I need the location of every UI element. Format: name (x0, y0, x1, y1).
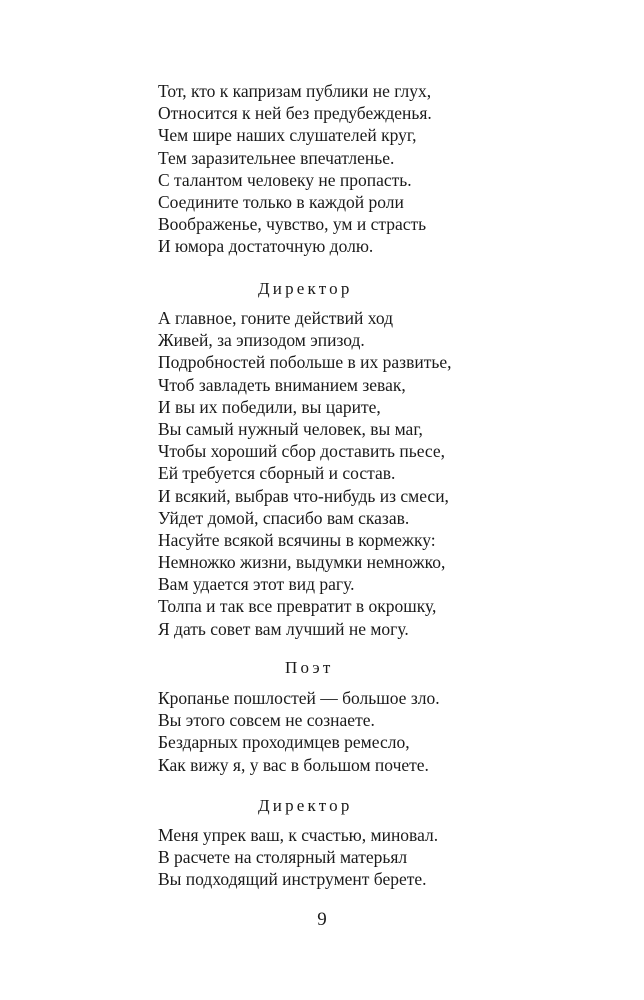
verse-line: А главное, гоните действий ход (158, 308, 393, 328)
verse-line: Ей требуется сборный и состав. (158, 463, 396, 484)
verse-line: Вы этого совсем не сознаете. (158, 710, 375, 731)
verse-line: Вы подходящий инструмент берете. (158, 869, 427, 890)
stanza (158, 80, 432, 258)
verse-line: И всякий, выбрав что-нибудь из смеси, (158, 485, 449, 506)
verse-line: Соедините только в каждой роли (158, 191, 404, 212)
verse-line: И юмора достаточную долю. (158, 236, 374, 257)
verse-line: Чтоб завладеть вниманием зевак, (158, 374, 406, 395)
verse-line: В расчете на столярный матерьял (158, 847, 408, 868)
verse-line: Меня упрек ваш, к счастью, миновал. (158, 825, 439, 845)
verse-line: Тот, кто к капризам публики не глух, (158, 81, 432, 101)
verse-line: Я дать совет вам лучший не могу. (158, 618, 409, 639)
stanza (158, 307, 452, 640)
speaker-name: Директор (258, 796, 353, 815)
stanza (158, 687, 440, 776)
verse-line: Относится к ней без предубежденья. (158, 103, 432, 124)
verse-line: Кропанье пошлостей — большое зло. (158, 688, 440, 708)
stanza (158, 824, 438, 891)
verse-line: Как вижу я, у вас в большом почете. (158, 754, 429, 775)
verse-line: Вы самый нужный человек, вы маг, (158, 418, 423, 439)
verse-line: Тем заразительнее впечатленье. (158, 147, 395, 168)
speaker-name: Поэт (285, 658, 334, 677)
verse-line: Толпа и так все превратит в окрошку, (158, 596, 437, 617)
page-number: 9 (317, 909, 327, 930)
verse-line: Воображенье, чувство, ум и страсть (158, 214, 427, 235)
verse-line: Чем шире наших слушателей круг, (158, 125, 417, 146)
verse-line: С талантом человеку не пропасть. (158, 169, 412, 190)
verse-line: Живей, за эпизодом эпизод. (158, 330, 365, 351)
verse-line: Вам удается этот вид рагу. (158, 574, 355, 595)
verse-line: И вы их победили, вы царите, (158, 396, 381, 417)
verse-line: Подробностей побольше в их развитье, (158, 352, 452, 373)
verse-line: Бездарных проходимцев ремесло, (158, 732, 410, 753)
verse-line: Уйдет домой, спасибо вам сказав. (158, 507, 410, 528)
speaker-name: Директор (258, 279, 353, 298)
verse-line: Насуйте всякой всячины в кормежку: (158, 529, 436, 550)
verse-line: Немножко жизни, выдумки немножко, (158, 552, 446, 573)
verse-line: Чтобы хороший сбор доставить пьесе, (158, 441, 446, 462)
